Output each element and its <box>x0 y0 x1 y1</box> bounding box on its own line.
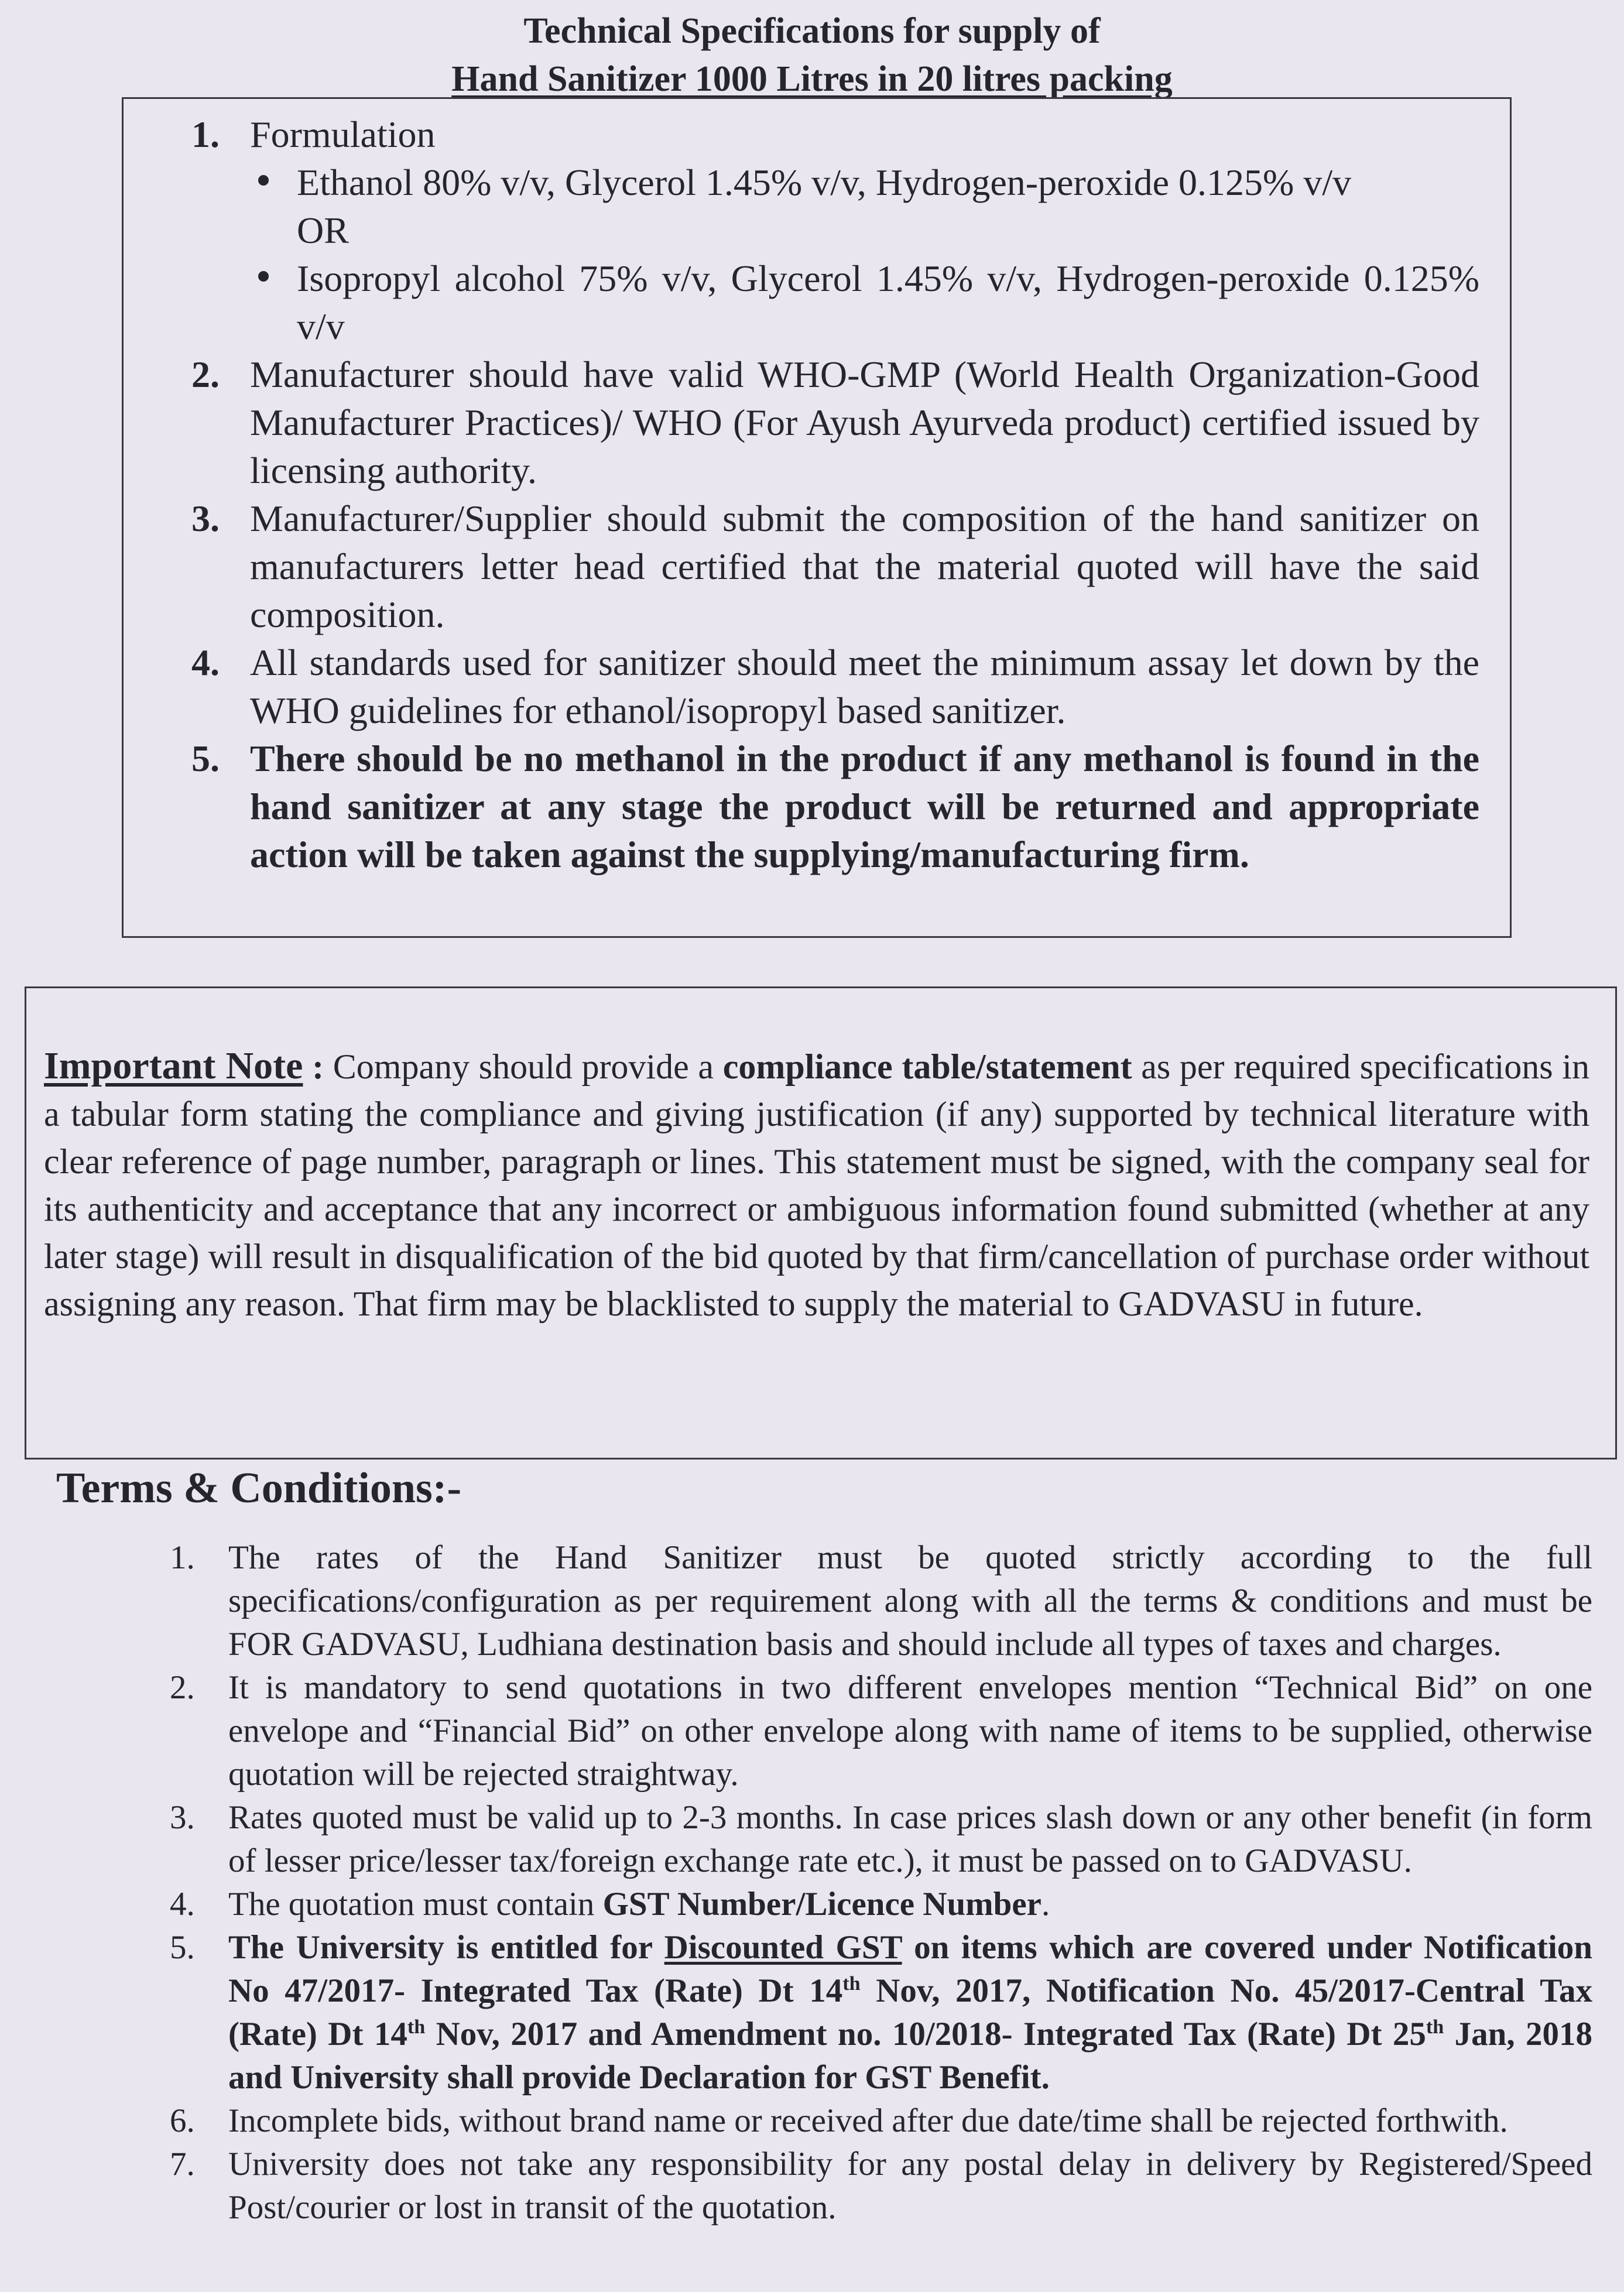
terms-number: 6. <box>170 2102 195 2139</box>
important-note-box <box>25 986 1617 1460</box>
ordinal-suffix: th <box>842 1973 861 1995</box>
spec-number: 5. <box>191 738 220 779</box>
formulation-options <box>250 159 1479 351</box>
important-note-label: Important Note <box>44 1044 303 1087</box>
spec-text: Manufacturer should have valid WHO-GMP (World Health Organization-Good Manufacturer Practices)/ WHO (For Ayush Ayurveda product) certified issued by licensing authority. <box>250 354 1479 491</box>
spec-number: 2. <box>191 354 220 395</box>
spec-text: All standards used for sanitizer should meet the minimum assay let down by the WHO guidelines for ethanol/isopropyl based sanitizer. <box>250 642 1479 731</box>
terms-text: The rates of the Hand Sanitizer must be quoted strictly according to the full specifications/configuration as per requirement along with all the terms & conditions and must be FOR GADVASU, Ludhiana destination basis and should include all types of taxes and charges. <box>228 1539 1592 1663</box>
spec-number: 4. <box>191 642 220 683</box>
discounted-gst-underlined: Discounted GST <box>664 1929 902 1966</box>
terms-emphasis: GST Number/Licence Number <box>602 1886 1041 1923</box>
spec-number: 1. <box>191 114 220 155</box>
terms-item-discounted-gst <box>170 1926 1592 2099</box>
document-title-line-1: Technical Specifications for supply of <box>523 11 1101 51</box>
terms-heading: Terms & Conditions:- <box>56 1464 462 1512</box>
terms-number: 4. <box>170 1886 195 1923</box>
spec-item-no-methanol <box>191 735 1479 879</box>
spec-item-formulation <box>191 111 1479 351</box>
terms-list <box>170 1536 1592 2229</box>
terms-number: 1. <box>170 1539 195 1576</box>
spec-item-standards <box>191 639 1479 735</box>
note-emphasis: compliance table/statement <box>722 1047 1132 1086</box>
terms-item-gst-number <box>170 1883 1592 1926</box>
spec-item-composition <box>191 495 1479 639</box>
formulation-option-isopropyl <box>250 255 1479 351</box>
formulation-text: Ethanol 80% v/v, Glycerol 1.45% v/v, Hydrogen-peroxide 0.125% v/v <box>297 162 1352 203</box>
terms-text: Nov, 2017, Notification No. 45/2017-Central Tax (Rate) Dt 14 <box>228 1972 1593 2053</box>
terms-item-postal-delay <box>170 2143 1592 2229</box>
spec-item-who-gmp <box>191 351 1479 495</box>
formulation-text: Isopropyl alcohol 75% v/v, Glycerol 1.45% v/v, Hydrogen-peroxide 0.125% v/v <box>297 258 1479 347</box>
terms-number: 3. <box>170 1799 195 1836</box>
specifications-list <box>191 111 1479 879</box>
terms-text: It is mandatory to send quotations in two different envelopes mention “Technical Bid” on one envelope and “Financial Bid” on other envelope along with name of items to be supplied, otherwise quotation will be rejected straightway. <box>228 1669 1592 1793</box>
bullet-icon <box>258 271 269 282</box>
terms-text: University does not take any responsibility for any postal delay in delivery by Registered/Speed Post/courier or lost in transit of the quotation. <box>228 2146 1592 2226</box>
note-text-rest: as per required specifications in a tabular form stating the compliance and giving justification (if any) supported by technical literature with clear reference of page number, paragraph or lines. This statement must be signed, with the company seal for its authenticity and acceptance that any incorrect or ambiguous information found submitted (whether at any later stage) will result in disqualification of the bid quoted by that firm/cancellation of purchase order without assigning any reason. That firm may be blacklisted to supply the material to GADVASU in future. <box>44 1047 1589 1323</box>
terms-text: The University is entitled for <box>228 1929 664 1966</box>
terms-number: 7. <box>170 2146 195 2183</box>
terms-text: Incomplete bids, without brand name or received after due date/time shall be rejected forthwith. <box>228 2102 1508 2139</box>
terms-text: Rates quoted must be valid up to 2-3 months. In case prices slash down or any other benefit (in form of lesser price/lesser tax/foreign exchange rate etc.), it must be passed on to GADVASU. <box>228 1799 1592 1879</box>
specifications-box <box>122 97 1512 938</box>
document-title-line-2: Hand Sanitizer 1000 Litres in 20 litres packing <box>451 59 1173 99</box>
or-separator: OR <box>297 210 349 251</box>
important-note-paragraph <box>44 1042 1589 1328</box>
bullet-icon <box>258 175 269 186</box>
terms-text: The quotation must contain <box>228 1886 603 1923</box>
terms-text: Jan, 2018 and University shall provide Declaration for GST Benefit. <box>228 2016 1592 2096</box>
spec-number: 3. <box>191 498 220 539</box>
formulation-option-ethanol <box>250 159 1479 207</box>
ordinal-suffix: th <box>1426 2016 1444 2038</box>
terms-number: 5. <box>170 1929 195 1966</box>
terms-number: 2. <box>170 1669 195 1706</box>
spec-label: Formulation <box>250 114 436 155</box>
terms-text-end: . <box>1041 1886 1050 1923</box>
note-colon: : <box>303 1047 333 1086</box>
terms-text: Nov, 2017 and Amendment no. 10/2018- Integrated Tax (Rate) Dt 25 <box>425 2016 1426 2053</box>
note-text-start: Company should provide a <box>333 1047 723 1086</box>
spec-text: Manufacturer/Supplier should submit the composition of the hand sanitizer on manufacturers letter head certified that the material quoted will have the said composition. <box>250 498 1479 635</box>
terms-item-incomplete-bids <box>170 2099 1592 2143</box>
terms-item-envelopes <box>170 1666 1592 1796</box>
terms-item-rates <box>170 1536 1592 1666</box>
spec-text: There should be no methanol in the product if any methanol is found in the hand sanitizer at any stage the product will be returned and appropriate action will be taken against the supplying/manufacturing firm. <box>250 738 1479 875</box>
terms-item-validity <box>170 1796 1592 1883</box>
ordinal-suffix: th <box>407 2016 426 2038</box>
terms-text: on items which are covered under Notification No 47/2017- Integrated Tax (Rate) Dt 14 <box>228 1929 1592 2009</box>
